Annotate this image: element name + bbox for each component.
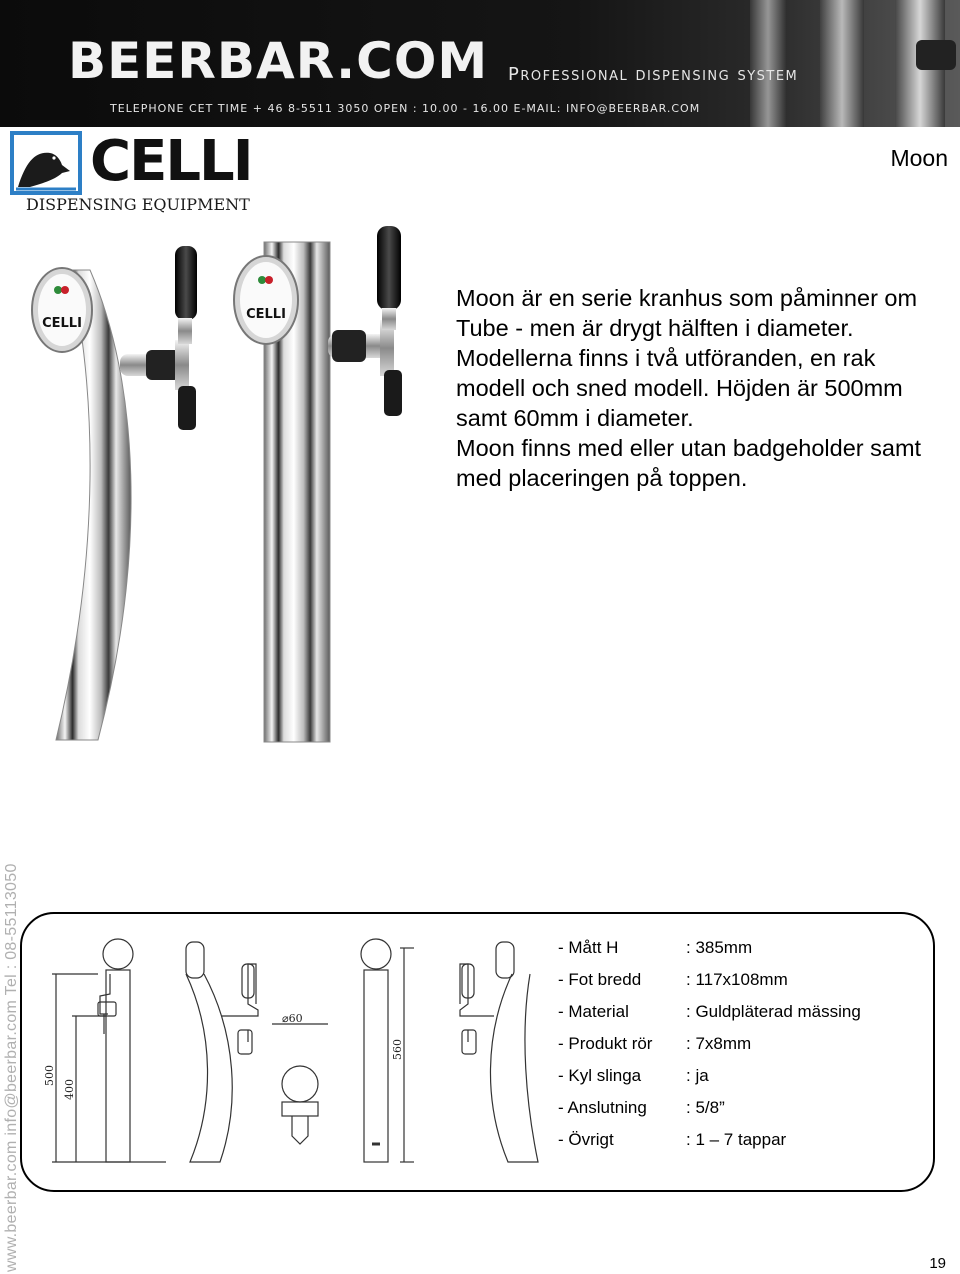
spec-row xyxy=(558,1000,861,1032)
spec-label: - Övrigt xyxy=(558,1130,614,1149)
product-description xyxy=(456,283,946,493)
spec-value: : 5/8” xyxy=(686,1098,725,1117)
spec-value: : 385mm xyxy=(686,938,753,957)
straight-tower xyxy=(234,226,402,742)
spec-label: - Fot bredd xyxy=(558,970,642,989)
technical-drawing xyxy=(36,934,546,1179)
brand-tagline: Professional dispensing system xyxy=(508,64,799,85)
spec-row xyxy=(558,936,861,968)
badge-ring-2 xyxy=(361,939,391,969)
spec-label: - Material xyxy=(558,1002,629,1021)
description-paragraph-2: Moon finns med eller utan badgeholder samt med placeringen på toppen. xyxy=(456,435,922,491)
curved-tower xyxy=(32,246,197,740)
badge-ring-1 xyxy=(103,939,133,969)
dim-400-label: 400 xyxy=(63,1079,76,1100)
brand-title: BEERBAR.COM xyxy=(68,32,489,90)
spec-row xyxy=(558,968,861,1000)
spec-box xyxy=(20,912,935,1192)
spec-value: : 7x8mm xyxy=(686,1034,752,1053)
spec-label: - Mått H xyxy=(558,938,619,957)
spec-label: - Kyl slinga xyxy=(558,1066,642,1085)
side-contact-text: www.beerbar.com info@beerbar.com Tel : 08-55113050 xyxy=(3,863,20,1272)
dim-560-label: 560 xyxy=(391,1039,404,1060)
spec-row xyxy=(558,1128,861,1160)
dim-500-label: 500 xyxy=(43,1065,56,1086)
spec-label: - Anslutning xyxy=(558,1098,647,1117)
logo-wordmark: CELLI xyxy=(90,129,252,194)
spec-value: : ja xyxy=(686,1066,709,1085)
spec-row xyxy=(558,1096,861,1128)
spec-value: : Guldpläterad mässing xyxy=(686,1002,861,1021)
dim-60-label: ⌀60 xyxy=(282,1012,303,1025)
celli-logo xyxy=(8,127,258,217)
contact-line: TELEPHONE CET TIME + 46 8-5511 3050 OPEN : 10.00 - 16.00 E-MAIL: INFO@BEERBAR.COM xyxy=(110,102,701,115)
logo-subtitle: DISPENSING EQUIPMENT xyxy=(26,195,250,214)
badge-text-right: CELLI xyxy=(246,307,286,322)
header-banner xyxy=(0,0,960,127)
seal-icon xyxy=(10,131,82,195)
badge-text-left: CELLI xyxy=(42,316,82,331)
spec-value: : 1 – 7 tappar xyxy=(686,1130,787,1149)
spec-label: - Produkt rör xyxy=(558,1034,653,1053)
spec-list xyxy=(558,936,861,1160)
page-title: Moon xyxy=(890,145,948,171)
description-paragraph-1: Moon är en serie kranhus som påminner om Tube - men är drygt hälften i diameter. Modellerna finns i två utföranden, en rak modell och sned modell. Höjden är 500mm samt 60mm i diameter. xyxy=(456,285,918,431)
spec-value: : 117x108mm xyxy=(686,970,788,989)
spec-row xyxy=(558,1032,861,1064)
round-bottom-view xyxy=(282,1066,318,1102)
spec-row xyxy=(558,1064,861,1096)
product-photo xyxy=(20,220,440,760)
page-number: 19 xyxy=(929,1255,946,1272)
